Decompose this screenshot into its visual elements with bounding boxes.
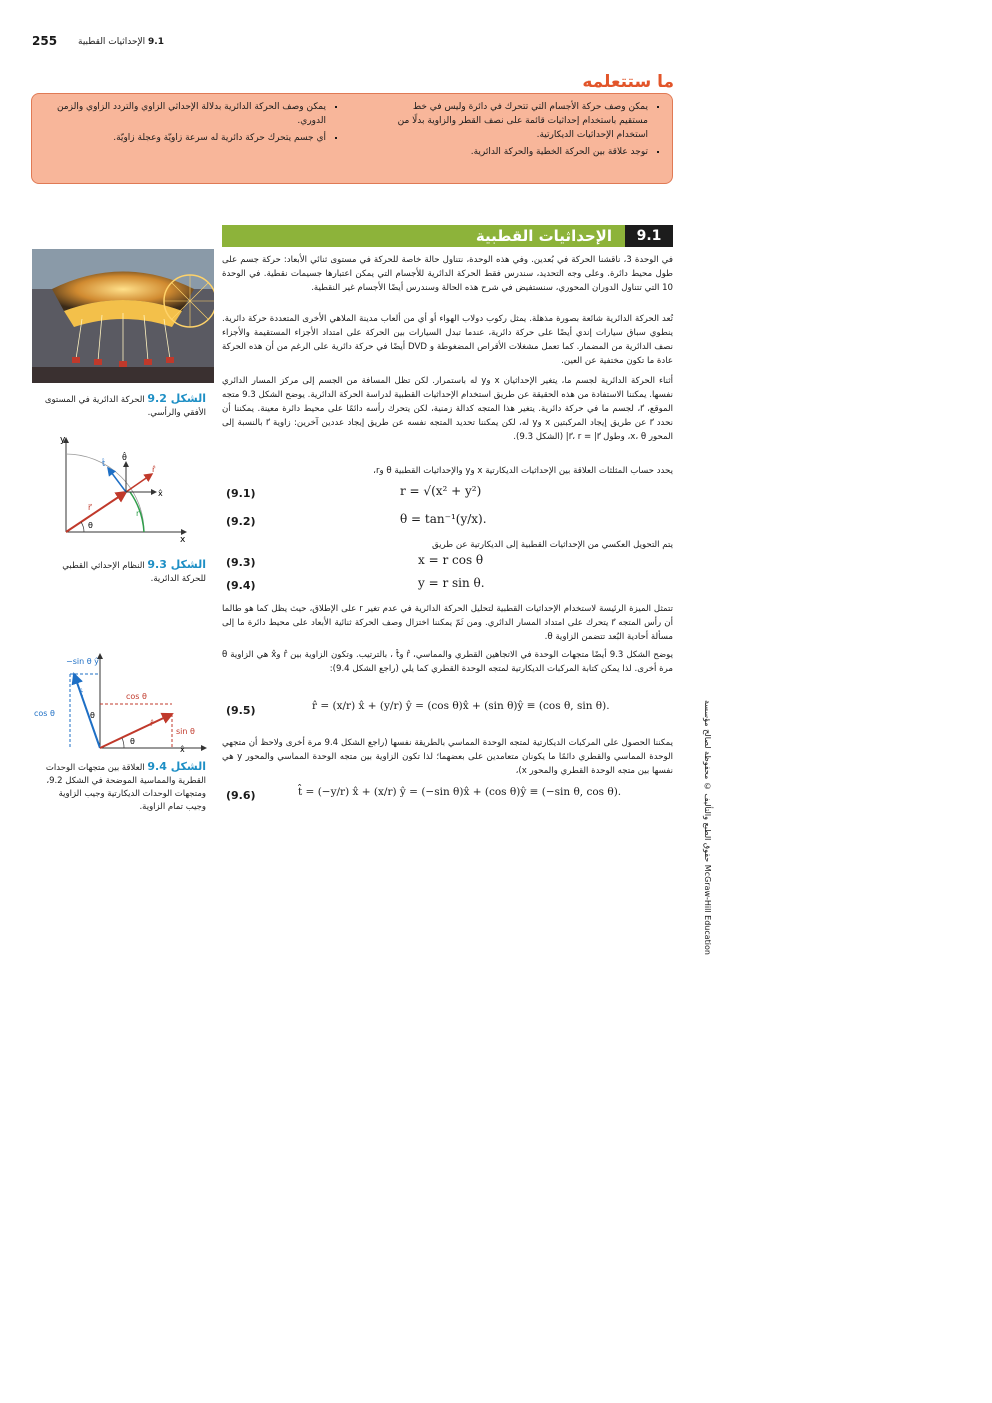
equation-9-5: r̂ = (x/r) x̂ + (y/r) ŷ = (cos θ)x̂ + (sin θ)ŷ ≡ (cos θ, sin θ). xyxy=(312,700,610,712)
equation-9-4: y = r sin θ. xyxy=(418,576,485,590)
axis-label-y: y xyxy=(60,435,66,445)
paragraph-3: أثناء الحركة الدائرية لجسم ما، يتغير الإحداثيان x وy له باستمرار. لكن تظل المسافة من الجسم إلى مركز المسار الدائري نفسها. يمكننا الاستفادة من هذه الحقيقة عن طريق استخدام الإحداثيات القطبية لدراسة الحركة الدائرية. يوضح الشكل 9.3 متجه الموقع، r⃗، لجسم ما في حركة دائرية. يتغير هذا المتجه كدالة زمنية، لكن يتحرك رأسه دائمًا على محيط دائرة معينة. يمكننا أن نحدد r⃗ عن طريق إيجاد المركبتين x وy له، لكن يمكننا تحديد المتجه نفسه عن طريق إيجاد عددين آخرين: زاوية r⃗ بالنسبة إلى المحور x، θ، وطول r⃗، r = |r⃗| (الشكل 9.3). xyxy=(222,376,674,442)
equation-9-6: t̂ = (−y/r) x̂ + (x/r) ŷ = (−sin θ)x̂ + (cos θ)ŷ ≡ (−sin θ, cos θ). xyxy=(298,786,622,798)
paragraph-2: تُعد الحركة الدائرية شائعة بصورة مذهلة. يمثل ركوب دولاب الهواء أو أي من ألعاب مدينة الملاهي الأخرى المتعددة حركة دائرية. ينطوي سباق سيارات إندي أيضًا على حركة دائرية، عندما تبدل السيارات بين الحركة على امتداد الأجزاء المستقيمة والأجزاء نصف الدائرية من المضمار. كما تعمل مشغلات الأقراص المضغوطة و DVD أيضًا في حركة دائرية على الرغم من أن هذه الحركة عادة ما تكون مختفية عن العين. xyxy=(222,314,673,366)
figure-9-4-caption xyxy=(38,760,206,814)
page-number: 255 xyxy=(32,34,58,48)
label-r-hat: r̂ xyxy=(152,465,156,474)
learn-right-column xyxy=(384,100,662,162)
figure-9-2-caption xyxy=(38,392,206,420)
label-theta: θ xyxy=(130,737,135,746)
paragraph-7: يوضح الشكل 9.3 أيضًا متجهات الوحدة في الاتجاهين القطري والمماسي، r̂ وt̂ ، بالترتيب. وتكون الزاوية بين r̂ وx̂ هي الزاوية θ مرة أخرى. لذا يمكن كتابة المركبات الديكارتية لمتجه الوحدة القطري كما يلي (راجع الشكل 9.4): xyxy=(222,650,673,674)
label-r-hat: r̂ xyxy=(150,719,154,728)
equation-number: (9.1) xyxy=(226,487,256,500)
running-header-title: الإحداثيات القطبية xyxy=(78,37,146,47)
axis-label-x: x xyxy=(180,535,186,544)
label-theta: θ xyxy=(88,521,93,530)
paragraph-6: تتمثل الميزة الرئيسة لاستخدام الإحداثيات القطبية لتحليل الحركة الدائرية في عدم تغير r على الإطلاق، حيث يظل كما هو طالما أن رأس المتجه r⃗ يتحرك على امتداد المسار الدائري. ومن ثَمّ يمكننا اختزال وصف الحركة ثنائية الأبعاد على محيط دائرة ما إلى مسألة أحادية البُعد تتضمن الزاوية θ. xyxy=(222,604,673,642)
equation-number: (9.3) xyxy=(226,556,256,569)
label-cos-top: cos θ xyxy=(126,692,147,701)
label-theta-hat: θ̂ xyxy=(122,453,127,462)
running-header-number: 9.1 xyxy=(148,37,164,47)
figure-text: العلاقة بين متجهات الوحدات القطرية والمماسية الموضحة في الشكل 9.2، ومتجهات الوحدات الديكارتية وجيب الزاوية وجيب تمام الزاوية. xyxy=(45,763,206,812)
label-neg-sin-y: −sin θ ŷ xyxy=(66,657,99,666)
paragraph-4: يحدد حساب المثلثات العلاقة بين الإحداثيات الديكارتية x وy والإحداثيات القطبية θ وr، xyxy=(373,466,673,476)
section-number: 9.1 xyxy=(625,225,673,247)
figure-text: النظام الإحداثي القطبي للحركة الدائرية. xyxy=(62,561,206,584)
label-t-hat: t̂ xyxy=(80,689,84,698)
figure-label: الشكل 9.3 xyxy=(147,558,206,571)
figure-9-3-diagram xyxy=(52,432,192,544)
equation-9-2: θ = tan⁻¹(y/x). xyxy=(400,512,487,526)
copyright-credit: حقوق الطبع والتأليف © محفوظة لصالح مؤسسة McGraw-Hill Education xyxy=(703,700,712,955)
label-x-hat: x̂ xyxy=(158,489,163,498)
label-r-vec: r⃗ xyxy=(88,503,92,512)
equation-number: (9.6) xyxy=(226,789,256,802)
label-cos-left: cos θ xyxy=(34,709,55,718)
figure-9-3-caption xyxy=(38,558,206,586)
learn-item: ▪ يمكن وصف حركة الأجسام التي تتحرك في دائرة وليس في خط مستقيم باستخدام إحداثيات قائمة على نصف القطر والزاوية بدلًا من استخدام الإحداثيات الديكارتية. xyxy=(384,100,648,142)
label-x-hat: x̂ xyxy=(180,745,185,754)
label-t-hat: t̂ xyxy=(102,459,106,468)
learn-item: ▪ أي جسم يتحرك حركة دائرية له سرعة زاويّة وعجلة زاويّة. xyxy=(50,131,326,145)
label-theta-mid: θ xyxy=(90,711,95,720)
learn-item: ▪ توجد علاقة بين الحركة الخطية والحركة الدائرية. xyxy=(384,145,648,159)
figure-9-4-diagram xyxy=(30,652,208,754)
equation-number: (9.4) xyxy=(226,579,256,592)
running-header xyxy=(78,37,170,47)
carousel-photo xyxy=(32,249,214,383)
figure-label: الشكل 9.2 xyxy=(147,392,206,405)
learn-left-column xyxy=(50,100,340,148)
figure-text: الحركة الدائرية في المستوى الأفقي والرأسي. xyxy=(44,395,206,418)
equation-9-3: x = r cos θ xyxy=(418,553,484,567)
paragraph-5: يتم التحويل العكسي من الإحداثيات القطبية إلى الديكارتية عن طريق xyxy=(431,540,673,550)
figure-label: الشكل 9.4 xyxy=(147,760,206,773)
label-r: r xyxy=(136,509,140,518)
equation-number: (9.2) xyxy=(226,515,256,528)
learn-item: ▪ يمكن وصف الحركة الدائرية بدلالة الإحداثي الزاوي والتردد الزاوي والزمن الدوري. xyxy=(50,100,326,128)
equation-9-1: r = √(x² + y²) xyxy=(400,484,482,498)
section-title: الإحداثيات القطبية xyxy=(475,227,612,245)
learn-title: ما ستتعلمه xyxy=(582,72,674,92)
equation-number: (9.5) xyxy=(226,704,256,717)
paragraph-8: يمكننا الحصول على المركبات الديكارتية لمتجه الوحدة المماسي بالطريقة نفسها (راجع الشكل 9.4 مرة أخرى ولاحظ أن متجهي الوحدة المماسي والقطري دائمًا ما يكونان متعامدين على بعضهما؛ لذا تكون الزاوية بين متجه الوحدة المماسي والمحور y هي نفسها بين متجه الوحدة القطري والمحور x)، xyxy=(222,738,673,776)
paragraph-1: في الوحدة 3، ناقشنا الحركة في بُعدين. وفي هذه الوحدة، نتناول حالة خاصة للحركة في مستوى ثنائي الأبعاد: حركة جسم على طول محيط دائرة. وعلى وجه التحديد، سندرس فقط الحركة الدائرية للأجسام التي يمكن اعتبارها جسيمات نقطية. في الوحدة 10 التي تتناول الدوران المحوري، سنستفيض في شرح هذه الحالة وسندرس أيضًا الأجسام غير النقطية. xyxy=(222,255,673,293)
label-sin: sin θ xyxy=(176,727,195,736)
